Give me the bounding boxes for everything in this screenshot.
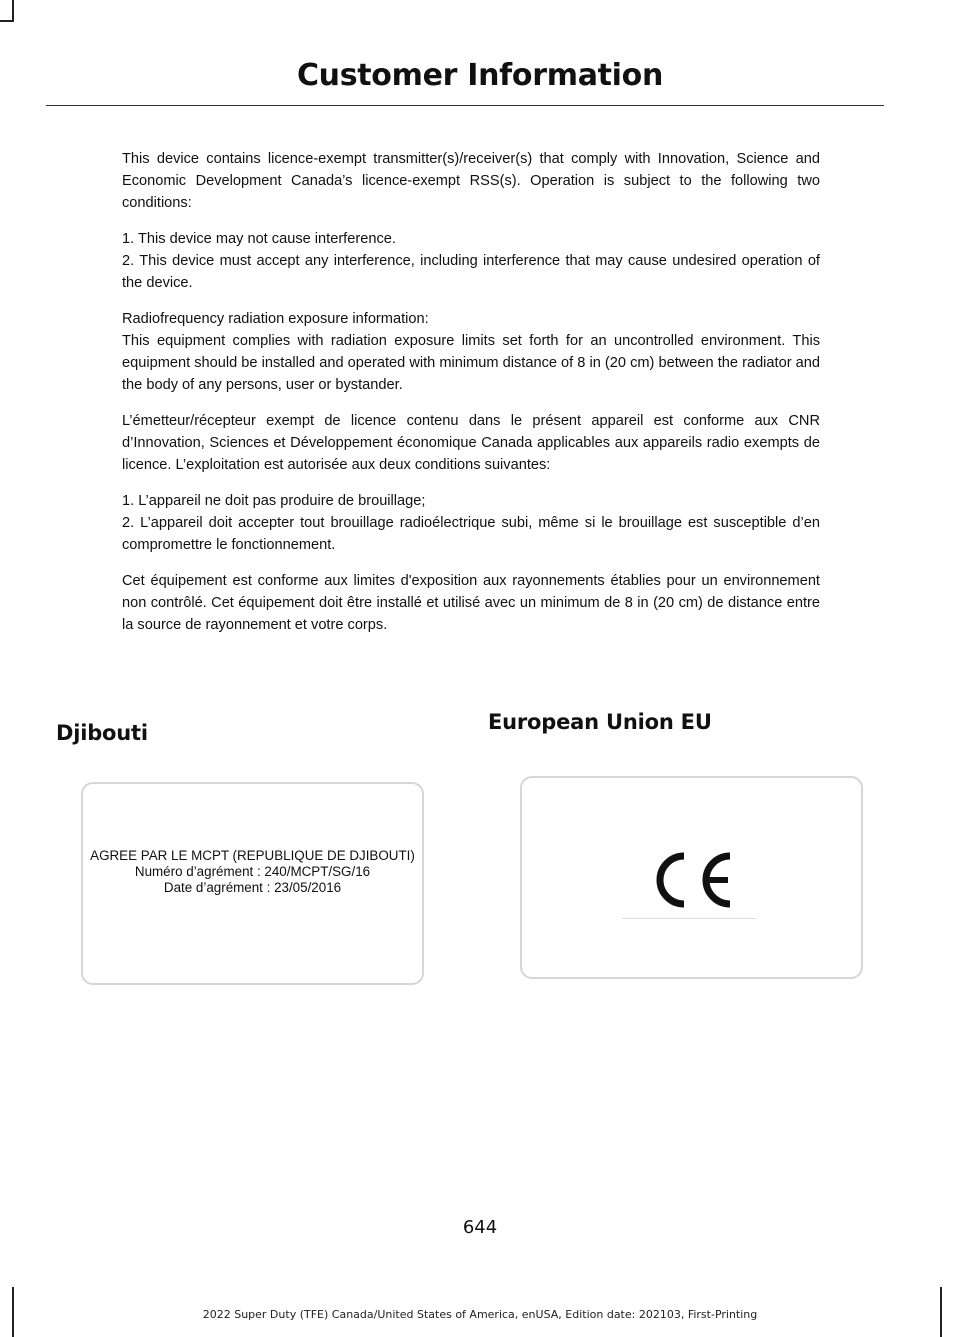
djibouti-label-line-1: AGREE PAR LE MCPT (REPUBLIQUE DE DJIBOUTI) — [90, 848, 415, 863]
condition-1-fr: 1. L’appareil ne doit pas produire de brouillage; — [122, 493, 426, 509]
paragraph-ised-intro-fr: L’émetteur/récepteur exempt de licence contenu dans le présent appareil est conforme aux CNR d’Innovation, Sciences et Développement économique Canada applicables aux appareils radio exempts de licence. L’exploitation est autorisée aux deux conditions suivantes: — [122, 413, 820, 473]
djibouti-label-line-3: Date d’agrément : 23/05/2016 — [163, 880, 342, 895]
ce-mark-icon — [650, 848, 736, 912]
header-divider — [46, 105, 884, 106]
paragraph-rf-exposure-fr: Cet équipement est conforme aux limites d'exposition aux rayonnements établies pour un environnement non contrôlé. Cet équipement doit être installé et utilisé avec un minimum de 8 in (20 cm) de distance entre la source de rayonnement et votre corps. — [122, 573, 820, 633]
condition-2-en: 2. This device must accept any interference, including interference that may cause undesired operation of the device. — [122, 253, 820, 291]
paragraph-conditions-en — [122, 228, 820, 294]
footer-edition: 2022 Super Duty (TFE) Canada/United States of America, enUSA, Edition date: 202103, First-Printing — [202, 1308, 758, 1321]
djibouti-label-text — [83, 848, 422, 896]
djibouti-approval-label — [81, 782, 424, 985]
crop-mark-top-left-v — [12, 0, 14, 22]
paragraph-rf-exposure-en — [122, 308, 820, 396]
djibouti-label-line-2: Numéro d’agrément : 240/MCPT/SG/16 — [134, 864, 371, 879]
paragraph-conditions-fr — [122, 490, 820, 556]
heading-european-union: European Union EU — [488, 710, 712, 734]
paragraph-ised-intro: This device contains licence-exempt transmitter(s)/receiver(s) that comply with Innovation, Science and Economic Development Canada’s licence-exempt RSS(s). Operation is subject to the following two conditions: — [122, 151, 820, 211]
rf-exposure-text: This equipment complies with radiation exposure limits set forth for an uncontrolled environment. This equipment should be installed and operated with minimum distance of 8 in (20 cm) between the radiator and the body of any persons, user or bystander. — [122, 333, 820, 393]
crop-mark-top-left-h — [0, 20, 14, 22]
page-title: Customer Information — [296, 58, 664, 93]
ce-mark-underline — [622, 918, 756, 919]
body-text — [122, 148, 820, 650]
condition-2-fr: 2. L’appareil doit accepter tout brouillage radioélectrique subi, même si le brouillage est susceptible d’en compromettre le fonctionnement. — [122, 515, 820, 553]
heading-djibouti: Djibouti — [56, 721, 148, 745]
rf-exposure-heading: Radiofrequency radiation exposure information: — [122, 311, 429, 327]
page-number: 644 — [462, 1217, 498, 1238]
condition-1-en: 1. This device may not cause interference. — [122, 231, 396, 247]
eu-approval-label — [520, 776, 863, 979]
